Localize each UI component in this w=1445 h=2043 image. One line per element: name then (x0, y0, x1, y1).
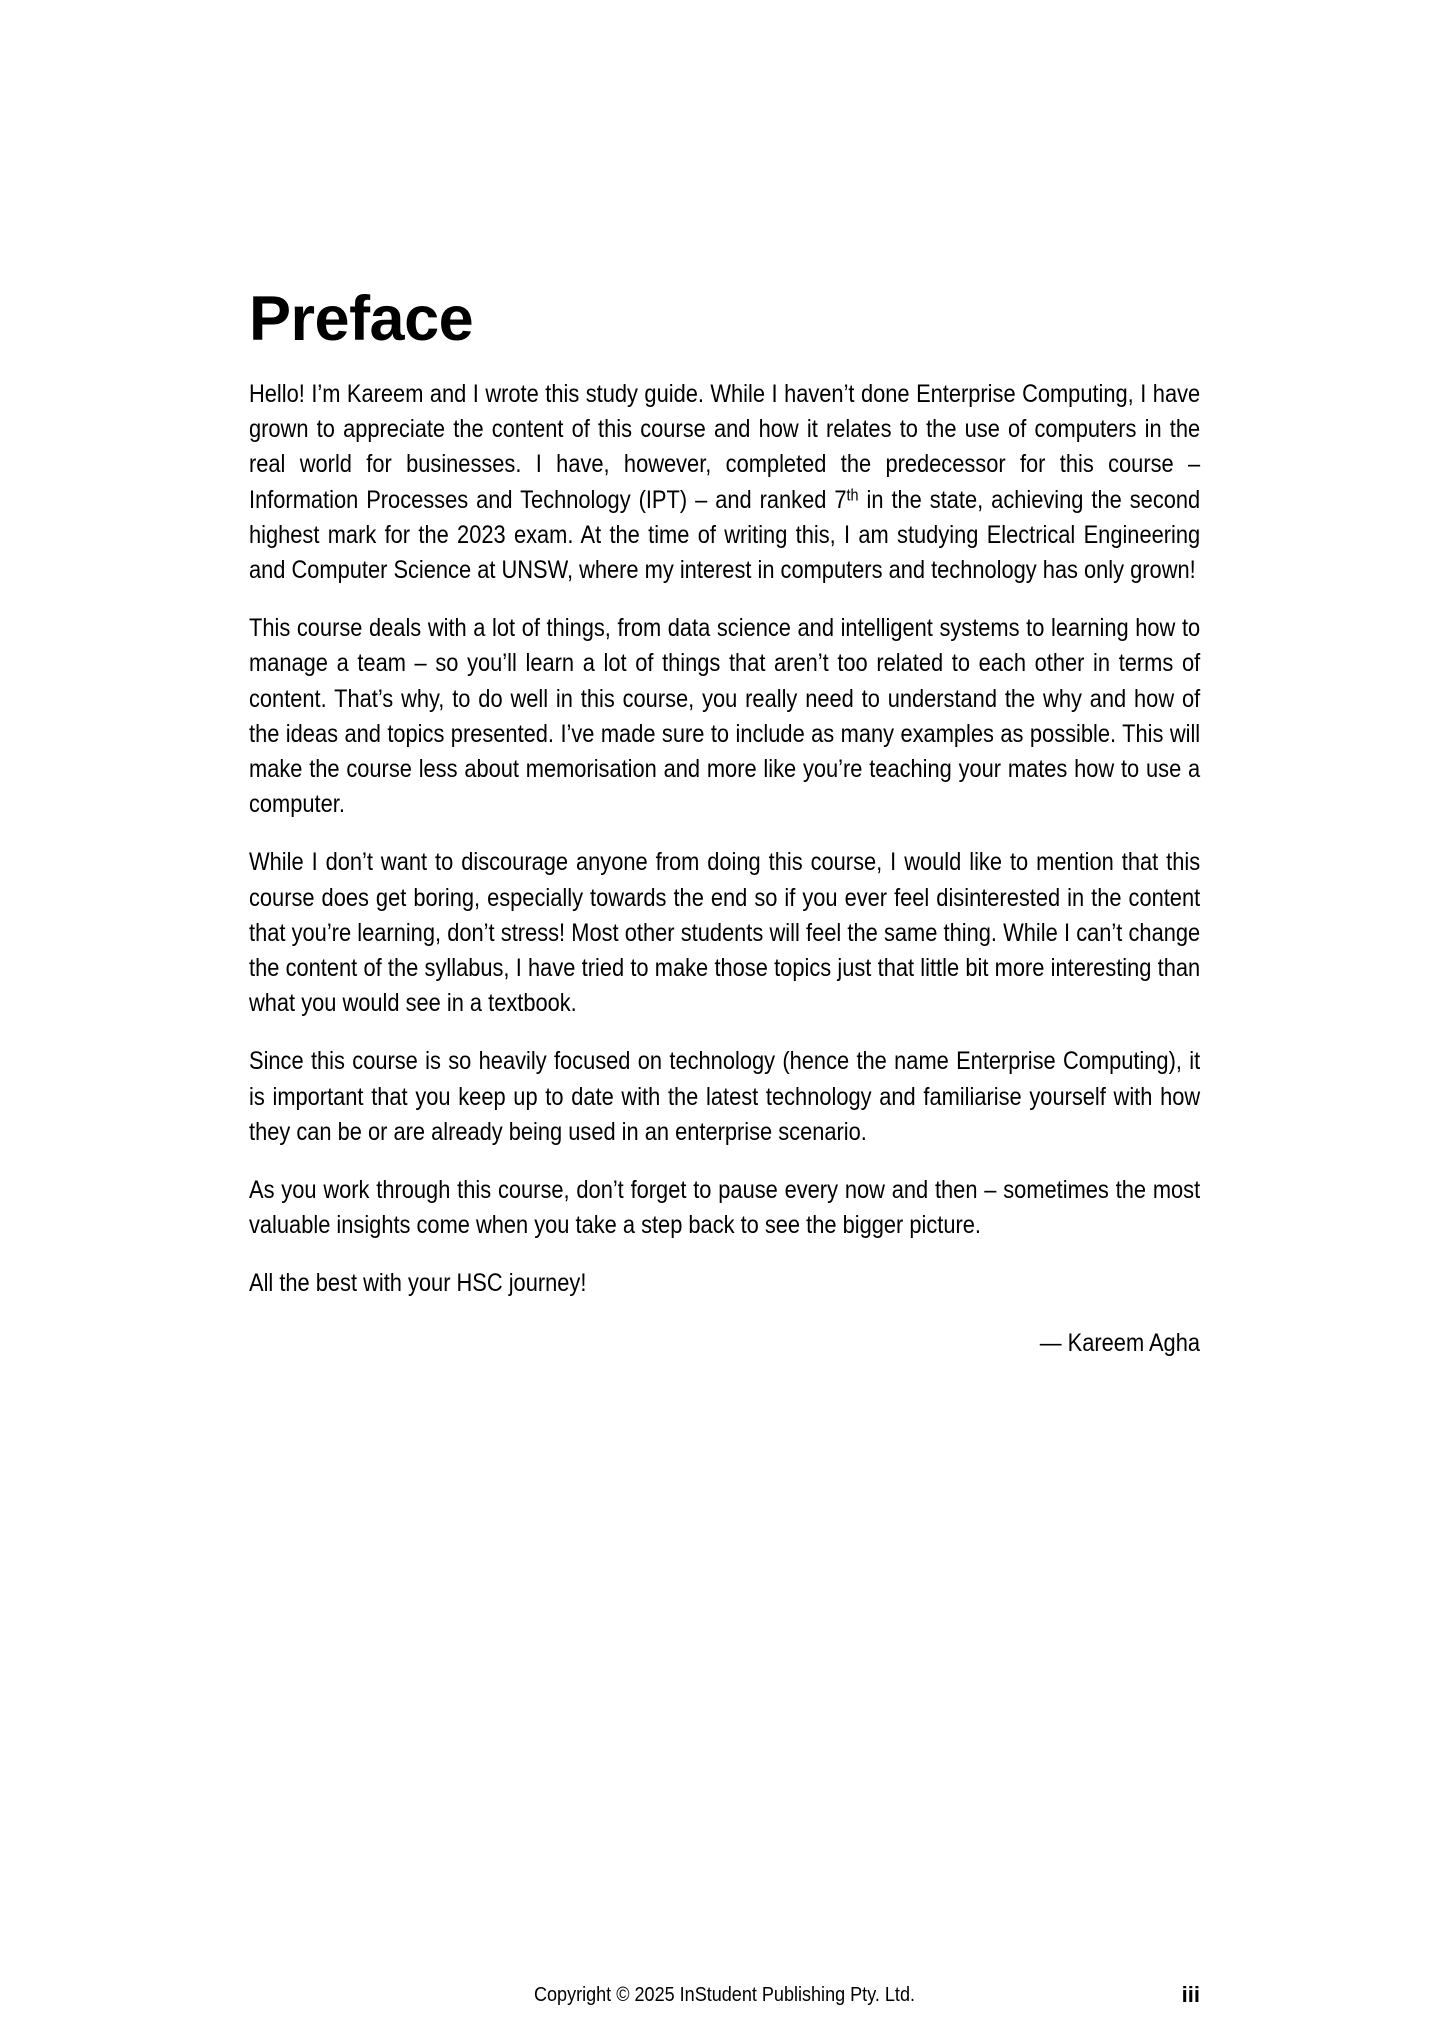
paragraph-reflection: As you work through this course, don’t forget to pause every now and then – sometimes the most valuable insights come when you take a step back to see the bigger picture. (249, 1176, 1201, 1240)
copyright-text: Copyright © 2025 InStudent Publishing Pty. Ltd. (533, 1983, 916, 2006)
paragraph-intro (249, 377, 1200, 588)
paragraph-technology: Since this course is so heavily focused on technology (hence the name Enterprise Computing), it is important that you keep up to date with the latest technology and familiarise yourself with how they can be or are already being used in an enterprise scenario. (249, 1047, 1201, 1146)
paragraph-encouragement: While I don’t want to discourage anyone from doing this course, I would like to mention that this course does get boring, especially towards the end so if you ever feel disinterested in the content that you’re learning, don’t stress! Most other students will feel the same thing. While I can’t change the content of the syllabus, I have tried to make those topics just that little bit more interesting than what you would see in a textbook. (249, 848, 1201, 1018)
paragraph-intro-text-after-superscript: in the state, achieving the second highest mark for the 2023 exam. At the time of writing this, I am studying Electrical Engineering and Computer Science at UNSW, where my interest in computers and technology has only grown! (249, 485, 1201, 585)
copyright-notice (249, 1982, 1200, 2008)
page-footer (249, 1982, 1200, 2016)
paragraph-intro-text-before-superscript: Hello! I’m Kareem and I wrote this study guide. While I haven’t done Enterprise Computing, I have grown to appreciate the content of this course and how it relates to the use of computers in the real world for businesses. I have, however, completed the predecessor for this course – Information Processes and Technology (IPT) – and ranked 7 (249, 380, 1201, 514)
ordinal-superscript: th (846, 484, 859, 504)
page-content (249, 284, 1201, 1361)
paragraph-scope: This course deals with a lot of things, from data science and intelligent systems to learning how to manage a team – so you’ll learn a lot of things that aren’t too related to each other in terms of content. That’s why, to do well in this course, you really need to understand the why and how of the ideas and topics presented. I’ve made sure to include as many examples as possible. This will make the course less about memorisation and more like you’re teaching your mates how to use a computer. (249, 614, 1201, 819)
page-title: Preface (249, 284, 474, 354)
paragraph-closing: All the best with your HSC journey! (249, 1269, 587, 1298)
author-signature: — Kareem Agha (1039, 1328, 1200, 1357)
page-number: iii (1181, 1982, 1200, 2007)
